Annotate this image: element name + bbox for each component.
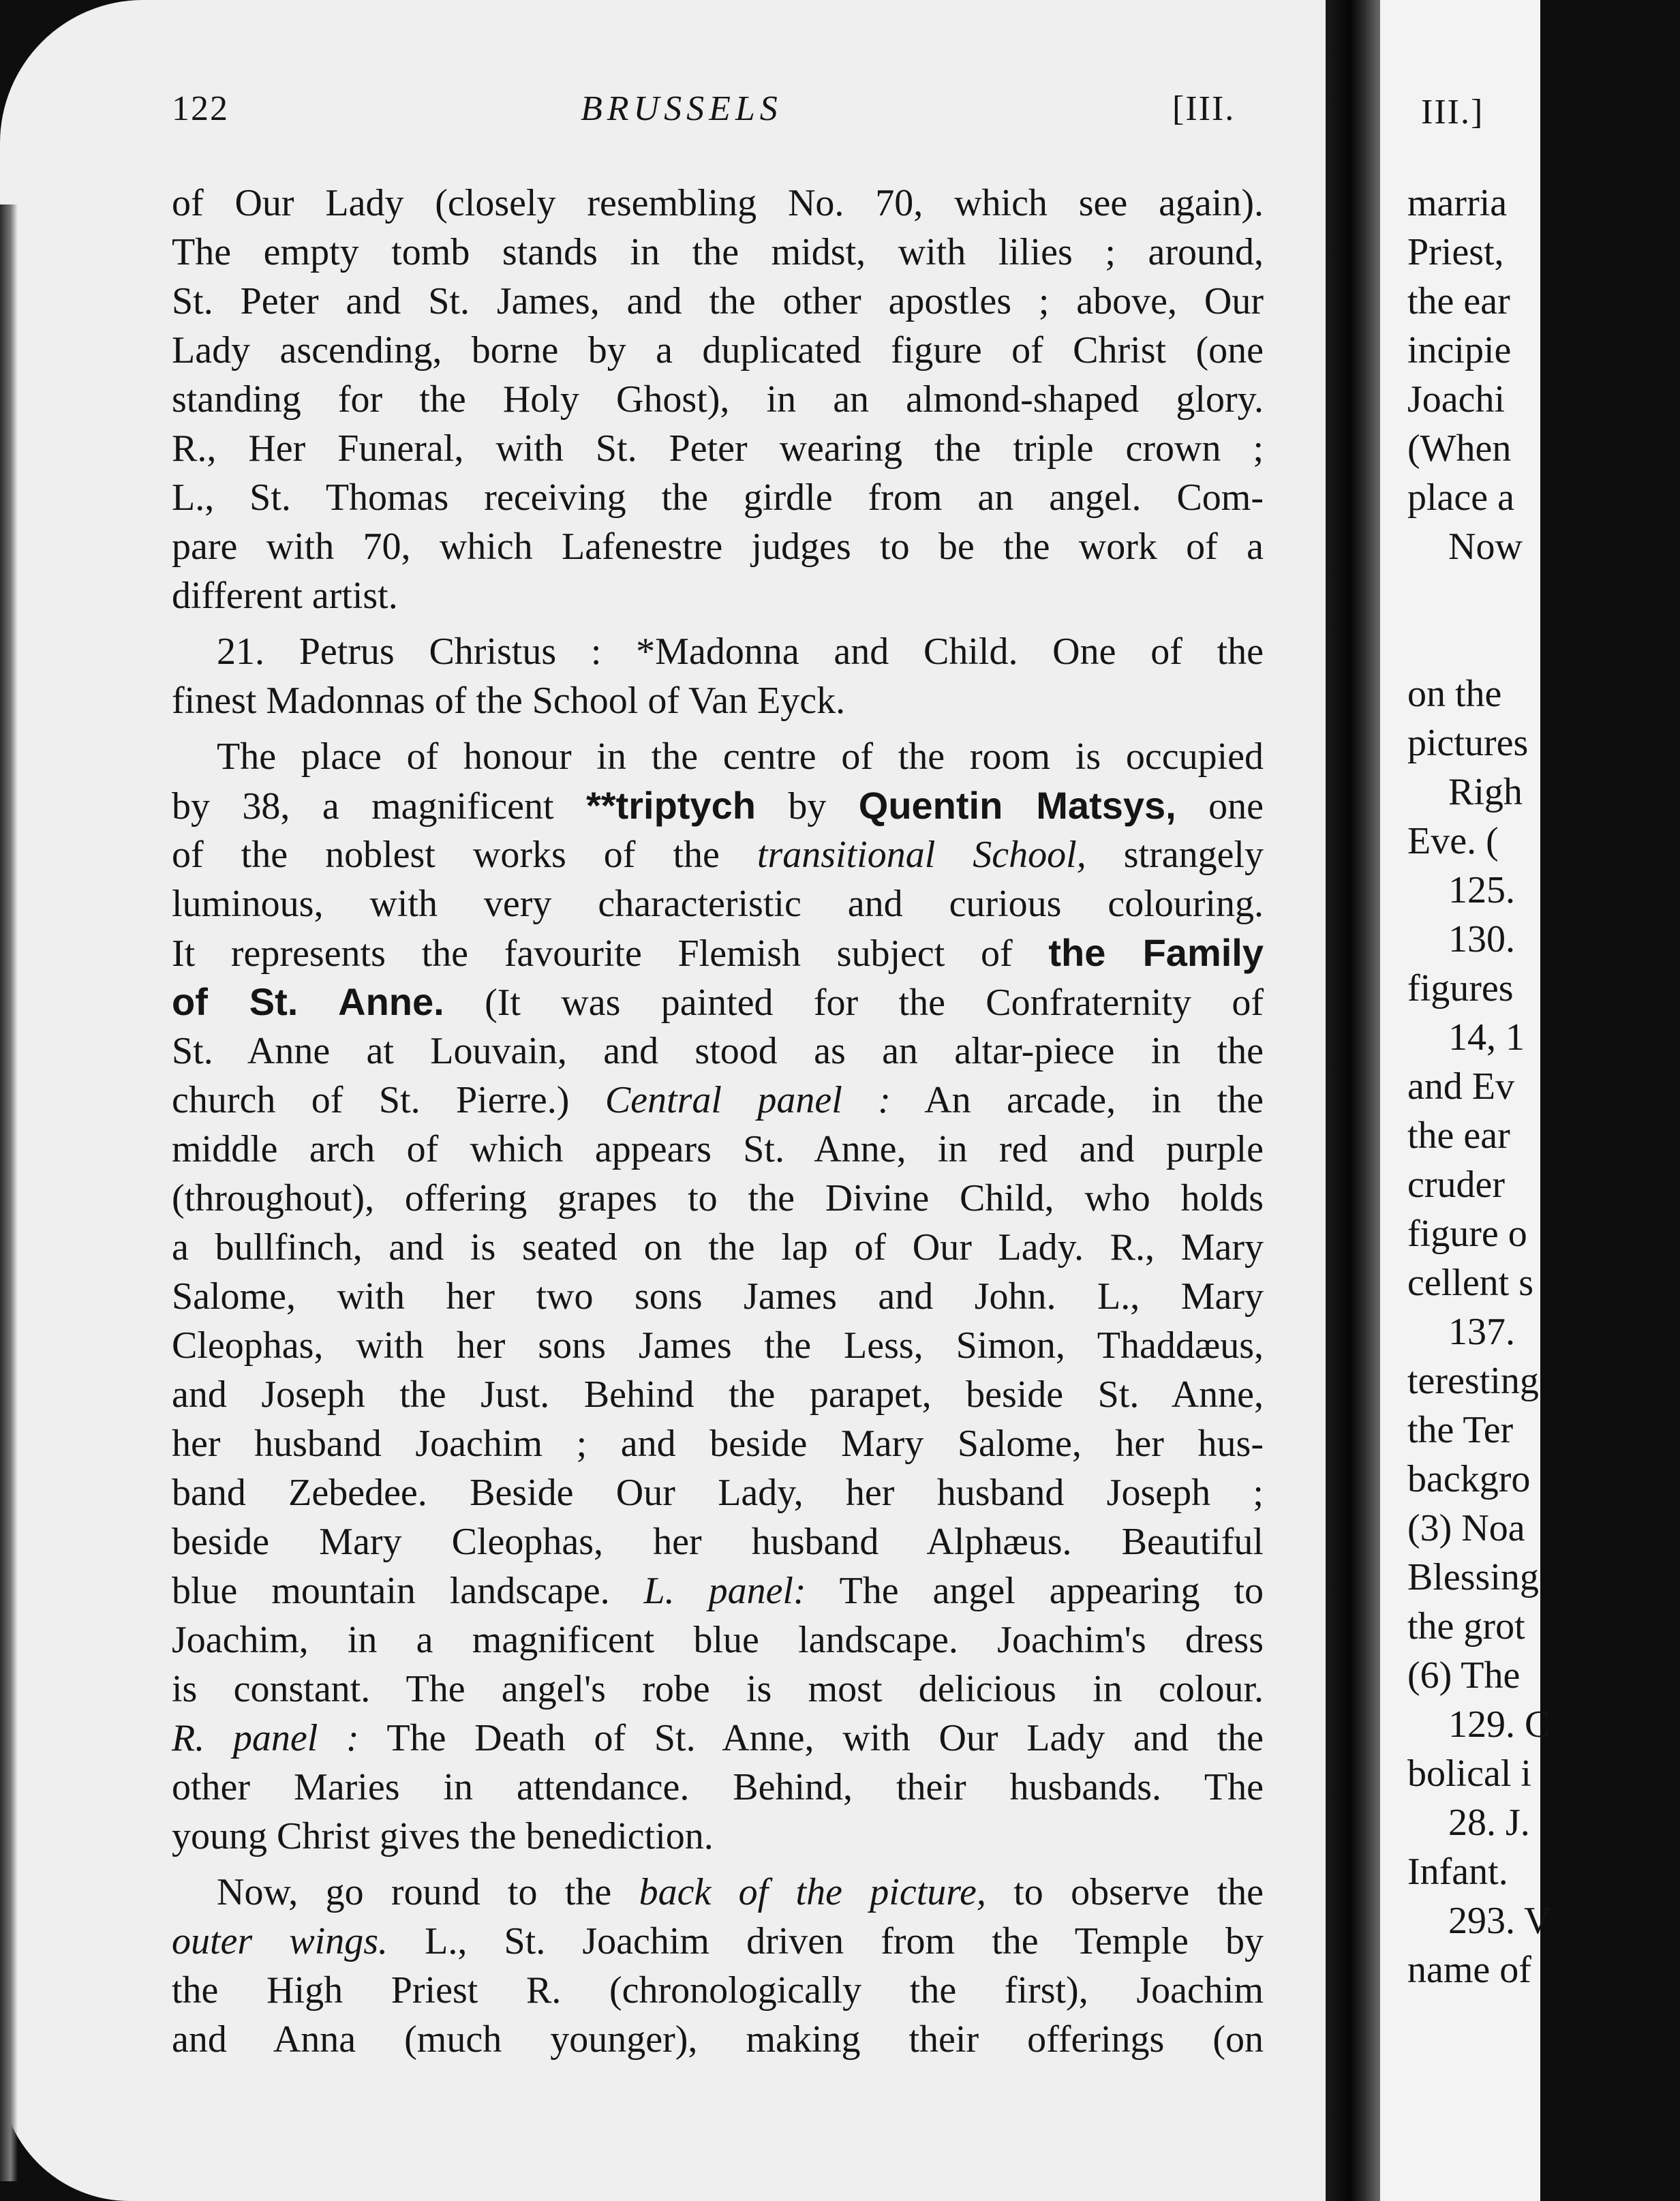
text-run: of Our Lady (closely resembling No. 70, which see again). [172, 182, 1264, 224]
text-line-fragment: Righ [1448, 771, 1523, 813]
text-run: a bullfinch, and is seated on the lap of Our Lady. R., Mary [172, 1226, 1264, 1269]
text-line-fragment: the ear [1407, 280, 1510, 322]
text-line-fragment: (3) Noa [1407, 1507, 1525, 1549]
text-run: (throughout), offering grapes to the Divine Child, who holds [172, 1177, 1264, 1219]
text-run: The empty tomb stands in the midst, with lilies ; around, [172, 231, 1264, 273]
text-line-fragment: bolical i [1407, 1752, 1531, 1795]
text-run: middle arch of which appears St. Anne, in red and purple [172, 1128, 1264, 1170]
text-line [172, 277, 1264, 326]
text-run: finest Madonnas of the School of Van Eyck. [172, 680, 846, 722]
body-text [172, 179, 1264, 2064]
text-run: beside Mary Cleophas, her husband Alphæus. Beautiful [172, 1521, 1264, 1563]
text-line [172, 1714, 1264, 1763]
text-line-fragment: cellent s [1407, 1262, 1534, 1304]
text-line [172, 522, 1264, 571]
text-line [172, 1174, 1264, 1223]
text-run: luminous, with very characteristic and curious colouring. [172, 883, 1264, 925]
text-run: blue mountain landscape. [172, 1570, 644, 1612]
text-line-fragment: the ear [1407, 1114, 1510, 1157]
text-run: strangely [1086, 834, 1264, 876]
text-line-fragment: 14, 1 [1448, 1016, 1525, 1059]
text-run: different artist. [172, 575, 398, 617]
text-line [172, 1223, 1264, 1272]
page-title: BRUSSELS [581, 89, 782, 128]
paragraph-gap [172, 1861, 1264, 1868]
text-line [172, 732, 1264, 781]
text-run: and Joseph the Just. Behind the parapet, beside St. Anne, [172, 1373, 1264, 1416]
text-run: 21. Petrus Christus : *Madonna and Child. One of the [217, 631, 1264, 673]
text-line [172, 1566, 1264, 1615]
text-line-fragment: figures [1407, 967, 1514, 1010]
italic-text: Central panel : [605, 1079, 891, 1121]
text-line-fragment: 129. C [1448, 1703, 1551, 1746]
text-line [172, 1321, 1264, 1370]
text-line [172, 1272, 1264, 1321]
text-line-fragment: Blessing [1407, 1556, 1539, 1598]
text-line [172, 830, 1264, 879]
text-run: Salome, with her two sons James and John. L., Mary [172, 1275, 1264, 1318]
page-number: 122 [172, 89, 229, 128]
text-line [172, 676, 1264, 725]
italic-text: L. panel: [643, 1570, 806, 1612]
text-run: R., Her Funeral, with St. Peter wearing the triple crown ; [172, 427, 1264, 470]
text-run: church of St. Pierre.) [172, 1079, 605, 1121]
text-line-fragment: 137. [1448, 1311, 1515, 1353]
page-edge [0, 204, 18, 2181]
text-run: other Maries in attendance. Behind, their husbands. The [172, 1766, 1264, 1808]
right-page-text [1407, 179, 1680, 1994]
text-line-fragment: on the [1407, 673, 1502, 715]
text-run: the High Priest R. (chronologically the first), Joachim [172, 1969, 1264, 2012]
text-run: by 38, a magnificent [172, 785, 586, 828]
text-line [172, 1125, 1264, 1174]
text-line [172, 1812, 1264, 1861]
text-line-fragment: place a [1407, 476, 1514, 519]
text-line-fragment: teresting [1407, 1360, 1539, 1402]
text-line-fragment: Priest, [1407, 231, 1504, 273]
text-run: The angel appearing to [806, 1570, 1264, 1612]
text-line-fragment: (6) The [1407, 1654, 1521, 1697]
text-line [172, 627, 1264, 676]
text-run: to observe the [986, 1871, 1264, 1913]
text-run: Now, go round to the [217, 1871, 639, 1913]
text-run: her husband Joachim ; and beside Mary Salome, her hus- [172, 1423, 1264, 1465]
text-line-fragment: cruder [1407, 1164, 1506, 1206]
text-run: of the noblest works of the [172, 834, 757, 876]
section-mark: [III. [1172, 89, 1236, 128]
text-line [172, 1076, 1264, 1125]
text-line-fragment: (When [1407, 427, 1512, 470]
text-line [172, 179, 1264, 228]
text-line-fragment: and Ev [1407, 1065, 1515, 1108]
text-line [172, 375, 1264, 424]
text-run: The place of honour in the centre of the room is occupied [217, 735, 1264, 778]
text-run: An arcade, in the [890, 1079, 1264, 1121]
text-line [172, 424, 1264, 473]
text-line-fragment: 293. V [1448, 1900, 1552, 1942]
text-line [172, 326, 1264, 375]
italic-text: R. panel : [172, 1717, 359, 1759]
text-line-fragment: pictures [1407, 722, 1529, 764]
text-run: and Anna (much younger), making their offerings (on [172, 2018, 1264, 2061]
text-run: St. Peter and St. James, and the other apostles ; above, Our [172, 280, 1264, 322]
text-line [172, 1763, 1264, 1812]
text-line-fragment: backgro [1407, 1458, 1531, 1500]
text-line [172, 1868, 1264, 1917]
text-line [172, 977, 1264, 1027]
bold-text: the Family [1048, 931, 1264, 974]
text-line [172, 1027, 1264, 1076]
italic-text: back of the picture, [639, 1871, 986, 1913]
text-line [172, 879, 1264, 928]
text-run: St. Anne at Louvain, and stood as an altar-piece in the [172, 1030, 1264, 1072]
text-run: The Death of St. Anne, with Our Lady and the [358, 1717, 1264, 1759]
paragraph-gap [172, 725, 1264, 732]
text-run: band Zebedee. Beside Our Lady, her husband Joseph ; [172, 1472, 1264, 1514]
text-line [172, 1370, 1264, 1419]
book-gutter [1326, 0, 1380, 2201]
text-run: Joachim, in a magnificent blue landscape. Joachim's dress [172, 1619, 1264, 1661]
blank-line [1407, 620, 1680, 669]
text-run: Lady ascending, borne by a duplicated figure of Christ (one [172, 329, 1264, 371]
text-line-fragment: the grot [1407, 1605, 1525, 1648]
text-run: by [755, 785, 859, 828]
text-run: young Christ gives the benediction. [172, 1815, 714, 1857]
text-line-fragment: Eve. ( [1407, 820, 1499, 862]
text-run: pare with 70, which Lafenestre judges to be the work of a [172, 526, 1264, 568]
text-run: It represents the favourite Flemish subject of [172, 932, 1049, 975]
text-line [172, 2015, 1264, 2064]
text-line-fragment: 125. [1448, 869, 1515, 911]
text-run: one [1176, 785, 1264, 828]
text-line [172, 781, 1264, 830]
bold-text: **triptych [585, 784, 756, 827]
right-page-section-mark: III.] [1421, 93, 1484, 132]
text-line [172, 1615, 1264, 1665]
text-run: L., St. Thomas receiving the girdle from an angel. Com- [172, 476, 1264, 519]
text-run: is constant. The angel's robe is most delicious in colour. [172, 1668, 1264, 1710]
italic-text: transitional School, [757, 834, 1086, 876]
text-line-fragment: figure o [1407, 1213, 1527, 1255]
bold-text: Quentin Matsys, [858, 784, 1176, 827]
blank-line [1407, 571, 1680, 620]
text-line [172, 1517, 1264, 1566]
text-run: (It was painted for the Confraternity of [444, 982, 1264, 1024]
text-line-fragment: the Ter [1407, 1409, 1514, 1451]
text-line-fragment: name of [1407, 1949, 1531, 1991]
text-line-fragment: Joachi [1407, 378, 1506, 421]
text-line [172, 473, 1264, 522]
text-run: Cleophas, with her sons James the Less, Simon, Thaddæus, [172, 1324, 1264, 1367]
italic-text: outer wings. [172, 1920, 388, 1962]
text-line [172, 1468, 1264, 1517]
text-line-fragment: marria [1407, 182, 1508, 224]
text-run: standing for the Holy Ghost), in an almond-shaped glory. [172, 378, 1264, 421]
text-line-fragment: 130. [1448, 918, 1515, 960]
text-line [172, 1966, 1264, 2015]
text-line [172, 571, 1264, 620]
text-line [172, 1419, 1264, 1468]
text-line-fragment: Infant. [1407, 1851, 1508, 1893]
text-line [172, 228, 1264, 277]
text-line-fragment: 28. J. [1448, 1802, 1530, 1844]
text-line [172, 928, 1264, 977]
text-run: L., St. Joachim driven from the Temple by [388, 1920, 1264, 1962]
bold-text: of St. Anne. [172, 980, 444, 1023]
text-line-fragment: Now [1448, 526, 1523, 568]
text-line [172, 1917, 1264, 1966]
text-line [172, 1665, 1264, 1714]
text-line-fragment: incipie [1407, 329, 1512, 371]
paragraph-gap [172, 620, 1264, 627]
